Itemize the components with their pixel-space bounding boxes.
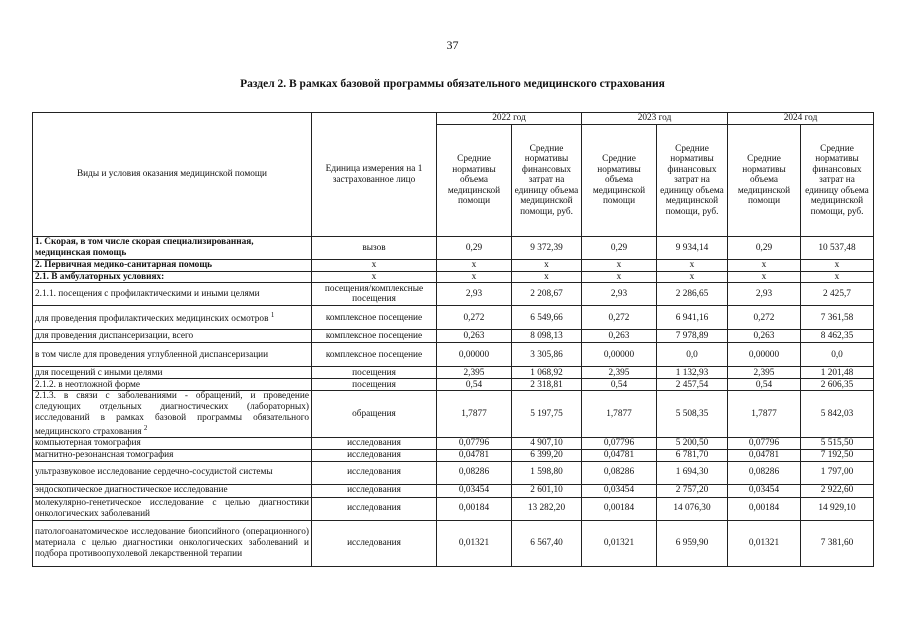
volume-value: 0,263	[437, 330, 512, 343]
volume-value: х	[582, 260, 657, 272]
row-label-cell	[33, 438, 312, 450]
cost-value: 5 842,03	[801, 391, 874, 438]
table-row	[33, 283, 874, 306]
volume-value: 0,54	[728, 379, 801, 391]
header-volume: Средние нормативы объема медицинской помощи	[582, 125, 657, 237]
row-unit: исследования	[312, 461, 437, 484]
volume-value: 2,395	[582, 367, 657, 379]
row-label-cell	[33, 367, 312, 379]
volume-value: 0,08286	[437, 461, 512, 484]
row-label-cell	[33, 484, 312, 497]
volume-value: 0,00184	[728, 497, 801, 520]
cost-value: 7 192,50	[801, 450, 874, 462]
cost-value: 2 922,60	[801, 484, 874, 497]
volume-value: 0,03454	[582, 484, 657, 497]
volume-value: 1,7877	[728, 391, 801, 438]
cost-value: 2 318,81	[512, 379, 582, 391]
volume-value: 0,272	[437, 306, 512, 330]
row-label: магнитно-резонансная томография	[35, 450, 174, 461]
volume-value: 0,00000	[728, 343, 801, 367]
volume-value: 2,93	[437, 283, 512, 306]
table-row	[33, 438, 874, 450]
volume-value: х	[728, 271, 801, 283]
header-volume: Средние нормативы объема медицинской помощи	[437, 125, 512, 237]
header-year-2024: 2024 год	[728, 113, 874, 125]
row-unit: исследования	[312, 438, 437, 450]
volume-value: 0,00000	[437, 343, 512, 367]
cost-value: 5 200,50	[657, 438, 728, 450]
footnote-marker: 1	[270, 310, 275, 319]
volume-value: 0,07796	[582, 438, 657, 450]
cost-value: 7 978,89	[657, 330, 728, 343]
volume-value: 0,29	[437, 237, 512, 260]
row-label-cell	[33, 379, 312, 391]
header-year-2023: 2023 год	[582, 113, 728, 125]
cost-value: 1 694,30	[657, 461, 728, 484]
cost-value: 5 197,75	[512, 391, 582, 438]
row-label-cell	[33, 271, 312, 283]
cost-value: 8 462,35	[801, 330, 874, 343]
cost-value: 7 361,58	[801, 306, 874, 330]
cost-value: 3 305,86	[512, 343, 582, 367]
row-label-cell	[33, 391, 312, 438]
row-label: эндоскопическое диагностическое исследование	[35, 485, 228, 496]
volume-value: 0,29	[582, 237, 657, 260]
table-row	[33, 391, 874, 438]
header-cost: Средние нормативы финансовых затрат на единицу объема медицинской помощи, руб.	[512, 125, 582, 237]
cost-value: 6 941,16	[657, 306, 728, 330]
row-label: 2. Первичная медико-санитарная помощь	[35, 260, 213, 270]
cost-value: х	[657, 260, 728, 272]
row-label: для посещений с иными целями	[35, 367, 163, 378]
cost-value: х	[512, 260, 582, 272]
cost-value: 7 381,60	[801, 520, 874, 566]
header-kind: Виды и условия оказания медицинской помощи	[33, 113, 312, 237]
cost-value: 6 959,90	[657, 520, 728, 566]
volume-value: 0,04781	[437, 450, 512, 462]
volume-value: 0,54	[582, 379, 657, 391]
row-label: патологоанатомическое исследование биопсийного (операционного) материала с целью диагностики онкологических заболеваний и подбора противоопухолевой лекарственной терапии	[35, 527, 309, 559]
cost-value: 1 068,92	[512, 367, 582, 379]
table-row	[33, 520, 874, 566]
row-label-cell	[33, 461, 312, 484]
volume-value: 1,7877	[437, 391, 512, 438]
volume-value: 0,272	[582, 306, 657, 330]
volume-value: 0,263	[728, 330, 801, 343]
cost-value: 2 457,54	[657, 379, 728, 391]
row-unit: исследования	[312, 450, 437, 462]
cost-value: 6 549,66	[512, 306, 582, 330]
row-unit: посещения	[312, 379, 437, 391]
cost-value: 5 508,35	[657, 391, 728, 438]
row-label: 2.1. В амбулаторных условиях:	[35, 271, 165, 282]
row-unit: комплексное посещение	[312, 343, 437, 367]
table-row	[33, 260, 874, 272]
volume-value: х	[728, 260, 801, 272]
row-label: для проведения профилактических медицинских осмотров	[35, 314, 269, 325]
volume-value: 0,00184	[437, 497, 512, 520]
cost-value: х	[657, 271, 728, 283]
volume-value: 2,395	[437, 367, 512, 379]
cost-value: 5 515,50	[801, 438, 874, 450]
row-label-cell	[33, 306, 312, 330]
section-title: Раздел 2. В рамках базовой программы обязательного медицинского страхования	[240, 78, 665, 90]
row-label: 2.1.2. в неотложной форме	[35, 379, 141, 390]
volume-value: 2,93	[582, 283, 657, 306]
cost-value: х	[512, 271, 582, 283]
row-label: молекулярно-генетическое исследование с целью диагностики онкологических заболеваний	[35, 498, 309, 519]
volume-value: х	[437, 260, 512, 272]
row-label-cell	[33, 283, 312, 306]
volume-value: 0,272	[728, 306, 801, 330]
row-unit: посещения	[312, 367, 437, 379]
volume-value: 0,00000	[582, 343, 657, 367]
cost-value: 6 567,40	[512, 520, 582, 566]
row-unit: обращения	[312, 391, 437, 438]
row-unit: комплексное посещение	[312, 330, 437, 343]
row-unit: х	[312, 260, 437, 272]
volume-value: 0,29	[728, 237, 801, 260]
row-unit: исследования	[312, 520, 437, 566]
table-row	[33, 367, 874, 379]
volume-value: 0,07796	[728, 438, 801, 450]
volume-value: 0,00184	[582, 497, 657, 520]
volume-value: 0,03454	[437, 484, 512, 497]
volume-value: 0,04781	[728, 450, 801, 462]
cost-value: 0,0	[657, 343, 728, 367]
cost-value: 6 399,20	[512, 450, 582, 462]
table-row	[33, 450, 874, 462]
cost-value: 13 282,20	[512, 497, 582, 520]
cost-value: 14 929,10	[801, 497, 874, 520]
row-label-cell	[33, 260, 312, 272]
row-label-cell	[33, 237, 312, 260]
row-label-cell	[33, 450, 312, 462]
table-row	[33, 237, 874, 260]
row-unit: х	[312, 271, 437, 283]
row-label-cell	[33, 343, 312, 367]
row-label: компьютерная томография	[35, 438, 141, 449]
row-label: в том числе для проведения углубленной диспансеризации	[35, 349, 269, 360]
cost-value: 2 425,7	[801, 283, 874, 306]
volume-value: 0,263	[582, 330, 657, 343]
row-label: 2.1.1. посещения с профилактическими и иными целями	[35, 289, 260, 300]
cost-value: 8 098,13	[512, 330, 582, 343]
header-cost: Средние нормативы финансовых затрат на единицу объема медицинской помощи, руб.	[657, 125, 728, 237]
volume-value: 0,01321	[437, 520, 512, 566]
row-label: ультразвуковое исследование сердечно-сосудистой системы	[35, 467, 273, 478]
volume-value: 2,93	[728, 283, 801, 306]
cost-value: 9 934,14	[657, 237, 728, 260]
cost-value: 2 757,20	[657, 484, 728, 497]
table-row	[33, 379, 874, 391]
cost-value: 10 537,48	[801, 237, 874, 260]
row-label: 1. Скорая, в том числе скорая специализированная, медицинская помощь	[35, 237, 254, 258]
volume-value: 0,01321	[582, 520, 657, 566]
row-unit: исследования	[312, 497, 437, 520]
row-unit: комплексное посещение	[312, 306, 437, 330]
norms-table	[32, 112, 874, 567]
volume-value: 1,7877	[582, 391, 657, 438]
table-row	[33, 306, 874, 330]
header-cost: Средние нормативы финансовых затрат на единицу объема медицинской помощи, руб.	[801, 125, 874, 237]
volume-value: 0,01321	[728, 520, 801, 566]
row-label-cell	[33, 497, 312, 520]
volume-value: 0,07796	[437, 438, 512, 450]
footnote-marker: 2	[143, 423, 148, 432]
cost-value: 1 598,80	[512, 461, 582, 484]
row-unit: исследования	[312, 484, 437, 497]
cost-value: 2 208,67	[512, 283, 582, 306]
table-row	[33, 330, 874, 343]
cost-value: 14 076,30	[657, 497, 728, 520]
cost-value: 2 601,10	[512, 484, 582, 497]
row-label: для проведения диспансеризации, всего	[35, 331, 194, 342]
header-unit: Единица измерения на 1 застрахованное лицо	[312, 113, 437, 237]
cost-value: 2 606,35	[801, 379, 874, 391]
table-row	[33, 343, 874, 367]
row-label-cell	[33, 330, 312, 343]
table-row	[33, 271, 874, 283]
header-volume: Средние нормативы объема медицинской помощи	[728, 125, 801, 237]
page-number: 37	[446, 38, 459, 52]
cost-value: 9 372,39	[512, 237, 582, 260]
row-label: 2.1.3. в связи с заболеваниями - обращений, и проведение следующих отдельных диагностических (лабораторных) исследований в рамках базовой программы обязательного медицинского страхования	[35, 391, 309, 437]
header-year-2022: 2022 год	[437, 113, 582, 125]
cost-value: х	[801, 271, 874, 283]
table-row	[33, 497, 874, 520]
row-label-cell	[33, 520, 312, 566]
cost-value: 4 907,10	[512, 438, 582, 450]
volume-value: 0,08286	[582, 461, 657, 484]
cost-value: 0,0	[801, 343, 874, 367]
cost-value: 6 781,70	[657, 450, 728, 462]
row-unit: вызов	[312, 237, 437, 260]
table-row	[33, 461, 874, 484]
table-row	[33, 484, 874, 497]
volume-value: х	[582, 271, 657, 283]
volume-value: 0,03454	[728, 484, 801, 497]
row-unit: посещения/комплексные посещения	[312, 283, 437, 306]
cost-value: 1 132,93	[657, 367, 728, 379]
volume-value: 0,54	[437, 379, 512, 391]
cost-value: 1 201,48	[801, 367, 874, 379]
volume-value: 0,04781	[582, 450, 657, 462]
cost-value: 2 286,65	[657, 283, 728, 306]
cost-value: 1 797,00	[801, 461, 874, 484]
volume-value: 2,395	[728, 367, 801, 379]
volume-value: х	[437, 271, 512, 283]
cost-value: х	[801, 260, 874, 272]
volume-value: 0,08286	[728, 461, 801, 484]
